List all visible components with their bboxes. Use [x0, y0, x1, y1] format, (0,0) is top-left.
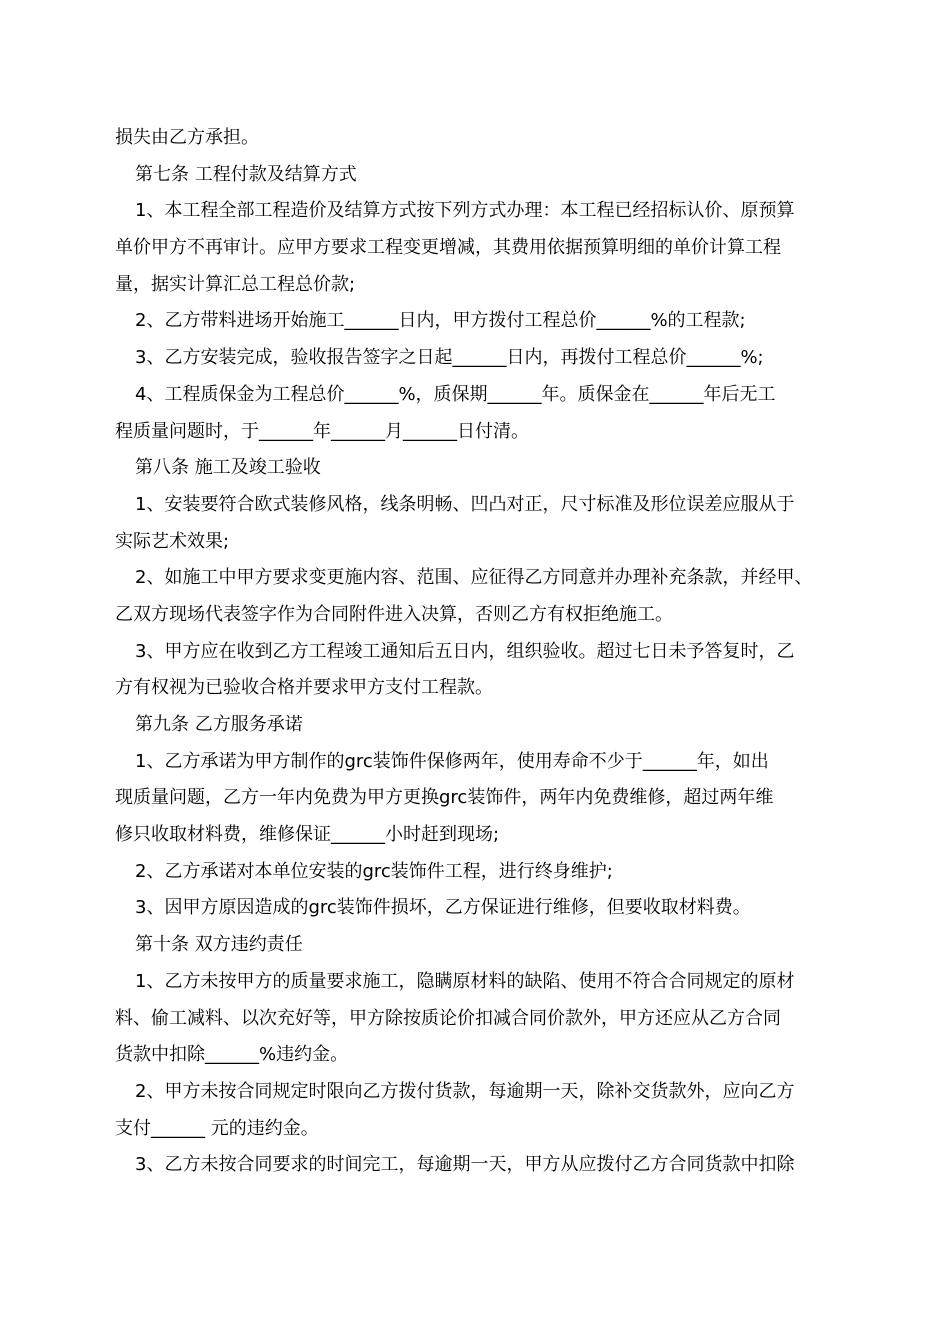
text-line: 实际艺术效果;	[115, 530, 230, 552]
text-line: 1、乙方未按甲方的质量要求施工，隐瞒原材料的缺陷、使用不符合合同规定的原材	[135, 970, 795, 992]
text-line: 3、甲方应在收到乙方工程竣工通知后五日内，组织验收。超过七日未予答复时，乙	[135, 640, 795, 662]
text-line: 方有权视为已验收合格并要求甲方支付工程款。	[115, 677, 493, 699]
text-line: 2、如施工中甲方要求变更施内容、范围、应征得乙方同意并办理补充条款，并经甲、	[135, 567, 813, 589]
text-line: 2、乙方承诺对本单位安装的grc装饰件工程，进行终身维护;	[135, 860, 613, 882]
text-line: 第七条 工程付款及结算方式	[135, 163, 357, 185]
text-line: 1、安装要符合欧式装修风格，线条明畅、凹凸对正，尺寸标准及形位误差应服从于	[135, 493, 795, 515]
document-body	[115, 120, 835, 1184]
text-line: 料、偷工减料、以次充好等，甲方除按质论价扣减合同价款外，甲方还应从乙方合同	[115, 1007, 781, 1029]
text-line: 支付______ 元的违约金。	[115, 1117, 319, 1139]
text-line: 1、本工程全部工程造价及结算方式按下列方式办理：本工程已经招标认价、原预算	[135, 200, 795, 222]
text-line: 第九条 乙方服务承诺	[135, 714, 303, 735]
text-line: 单价甲方不再审计。应甲方要求工程变更增减，其费用依据预算明细的单价计算工程	[115, 237, 781, 259]
text-line: 程质量问题时，于______年______月______日付清。	[115, 420, 529, 442]
text-line: 3、乙方未按合同要求的时间完工，每逾期一天，甲方从应拨付乙方合同货款中扣除	[135, 1154, 795, 1176]
text-line: 2、甲方未按合同规定时限向乙方拨付货款，每逾期一天，除补交货款外，应向乙方	[135, 1080, 795, 1102]
text-line: 修只收取材料费，维修保证______小时赶到现场;	[115, 824, 500, 846]
text-line: 3、因甲方原因造成的grc装饰件损坏，乙方保证进行维修，但要收取材料费。	[135, 897, 751, 919]
text-line: 1、乙方承诺为甲方制作的grc装饰件保修两年，使用寿命不少于______年，如出	[135, 750, 769, 772]
text-line: 第八条 施工及竣工验收	[135, 457, 321, 479]
text-line: 货款中扣除______%违约金。	[115, 1044, 349, 1066]
text-line: 第十条 双方违约责任	[135, 934, 303, 956]
text-line: 乙双方现场代表签字作为合同附件进入决算，否则乙方有权拒绝施工。	[115, 603, 673, 625]
text-line: 损失由乙方承担。	[115, 127, 259, 148]
text-line: 量，据实计算汇总工程总价款;	[115, 273, 356, 295]
text-line: 现质量问题，乙方一年内免费为甲方更换grc装饰件，两年内免费维修，超过两年维	[115, 787, 774, 809]
text-line: 4、工程质保金为工程总价______%，质保期______年。质保金在______年后无工	[135, 383, 776, 405]
text-line: 2、乙方带料进场开始施工______日内，甲方拨付工程总价______%的工程款;	[135, 310, 746, 332]
text-line: 3、乙方安装完成，验收报告签字之日起______日内，再拨付工程总价______%;	[135, 347, 764, 369]
